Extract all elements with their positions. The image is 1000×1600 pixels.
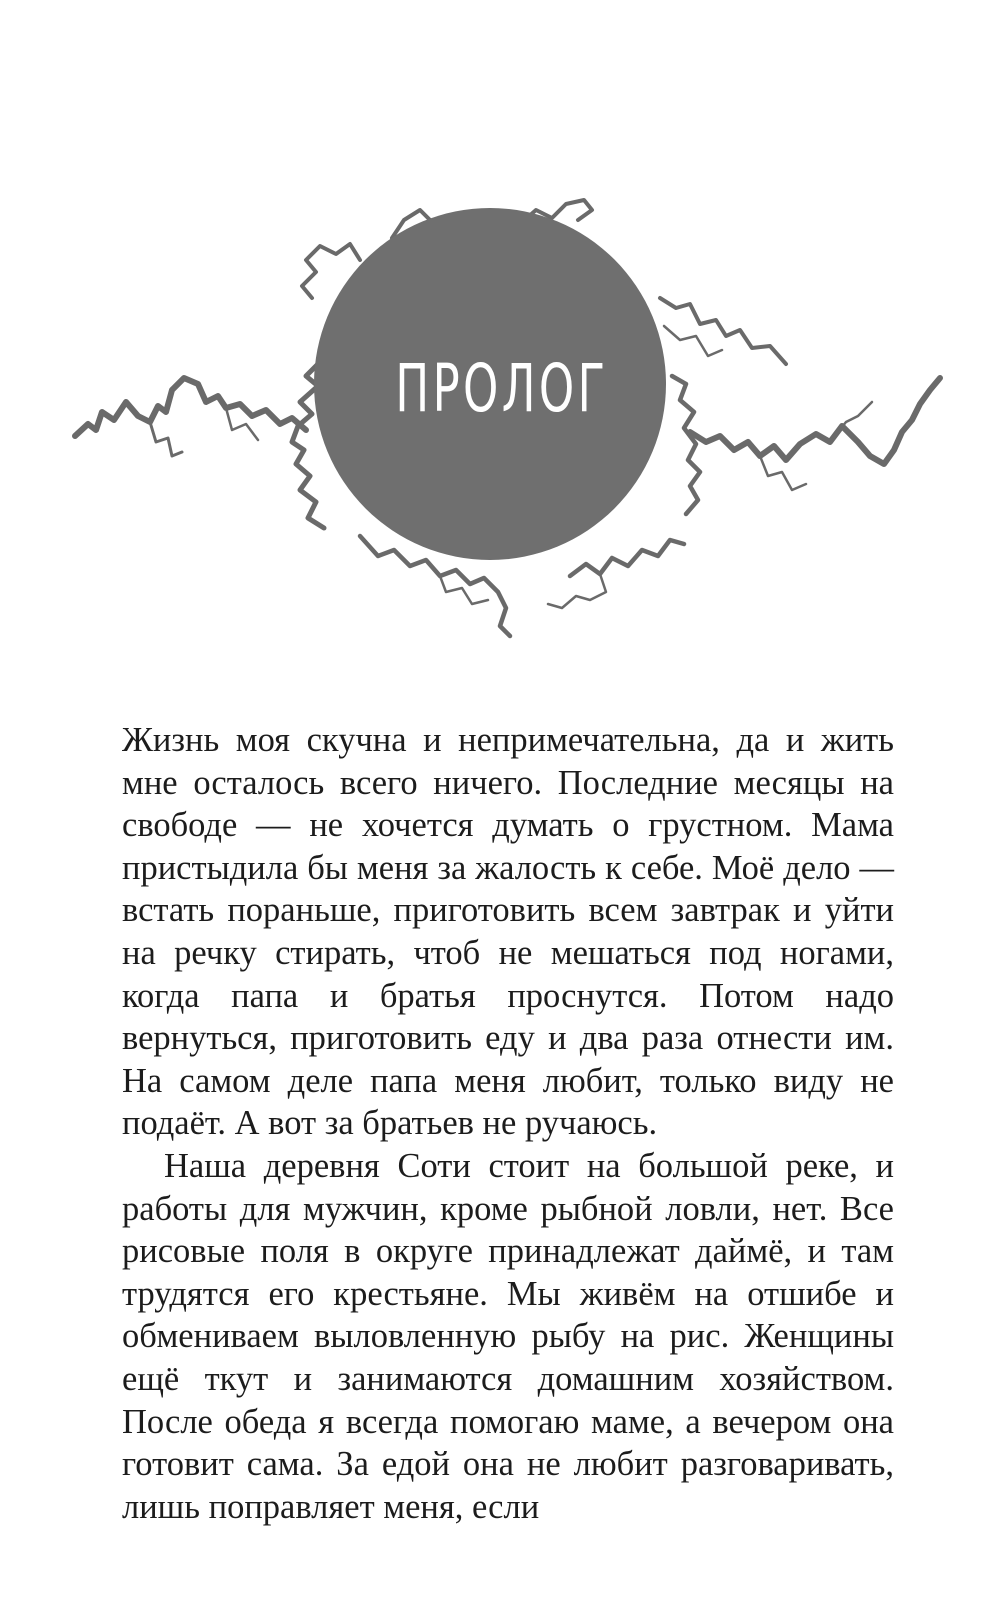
chapter-header-art [0, 180, 1000, 680]
chapter-title: ПРОЛОГ [395, 350, 609, 427]
lightning-left-branch [150, 422, 182, 456]
paragraph-2: Наша деревня Соти стоит на большой реке, и работы для мужчин, кроме рыбной ловли, нет. Все рисовые поля в округе принадлежат даймё, и там трудятся его крестьяне. Мы живём на отшибе и обмениваем выловленную рыбу на рис. Женщины ещё ткут и занимаются домашним хозяйством. После обеда я всегда помогаю маме, а вечером она готовит сама. За едой она не любит разговаривать, лишь поправляет меня, если [122, 1146, 894, 1526]
lightning-upper-right [660, 298, 786, 364]
paragraph-1: Жизнь моя скучна и непримечательна, да и жить мне осталось всего ничего. Последние месяцы на свободе — не хочется думать о грустном. Мама пристыдила бы меня за жалость к себе. Моё дело — встать пораньше, приготовить всем завтрак и уйти на речку стирать, чтоб не мешаться под ногами, когда папа и братья проснутся. Потом надо вернуться, приготовить еду и два раза отнести им. На самом деле папа меня любит, только виду не подаёт. А вот за братьев не ручаюсь. [122, 721, 894, 1143]
lightning-bottom-right-2 [548, 574, 606, 608]
lightning-upper-right-2 [664, 326, 722, 356]
lightning-bottom-right [570, 540, 684, 576]
chapter-body [122, 719, 894, 1528]
